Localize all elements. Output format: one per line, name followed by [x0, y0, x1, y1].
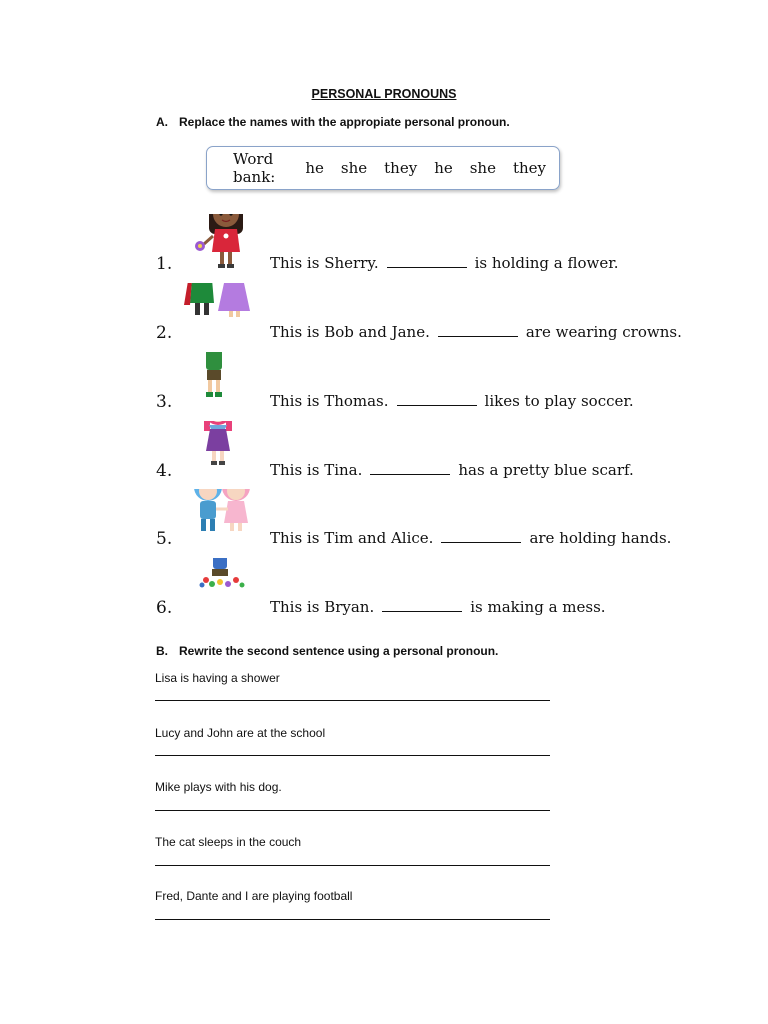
question-sentence: [270, 461, 634, 479]
boy-making-mess-icon: [182, 558, 262, 622]
question-before: This is Bryan.: [270, 598, 375, 616]
section-b-letter: B.: [156, 644, 168, 658]
question-row: [156, 376, 676, 416]
question-number: 2.: [156, 323, 173, 343]
rewrite-sentence: Mike plays with his dog.: [155, 780, 282, 794]
section-b-instruction: [156, 644, 498, 658]
question-before: This is Thomas.: [270, 392, 389, 410]
rewrite-sentence: Fred, Dante and I are playing football: [155, 889, 353, 903]
question-sentence: [270, 254, 619, 272]
question-after: likes to play soccer.: [484, 392, 634, 410]
question-row: [156, 582, 676, 622]
answer-line[interactable]: [155, 919, 550, 920]
question-before: This is Tina.: [270, 461, 363, 479]
question-row: [156, 307, 682, 347]
question-number: 4.: [156, 461, 173, 481]
answer-blank[interactable]: [382, 610, 462, 612]
question-after: are holding hands.: [529, 529, 672, 547]
word-bank: [206, 146, 560, 190]
question-number: 1.: [156, 254, 173, 274]
boy-icon: [182, 352, 262, 416]
rewrite-sentence: Lucy and John are at the school: [155, 726, 326, 740]
question-number: 6.: [156, 598, 173, 618]
word-bank-word: they: [384, 159, 418, 177]
question-row: [156, 445, 676, 485]
couple-holding-hands-icon: [182, 489, 262, 553]
question-row: [156, 238, 676, 278]
rewrite-sentence: Lisa is having a shower: [155, 671, 280, 685]
question-sentence: [270, 392, 634, 410]
section-a-text: Replace the names with the appropiate personal pronoun.: [179, 115, 510, 129]
question-number: 3.: [156, 392, 173, 412]
question-before: This is Sherry.: [270, 254, 379, 272]
answer-blank[interactable]: [438, 335, 518, 337]
answer-blank[interactable]: [387, 266, 467, 268]
question-after: is holding a flower.: [474, 254, 619, 272]
question-row: [156, 513, 676, 553]
question-after: are wearing crowns.: [525, 323, 682, 341]
prince-and-princess-icon: [182, 283, 262, 347]
question-after: is making a mess.: [470, 598, 606, 616]
answer-blank[interactable]: [441, 541, 521, 543]
girl-with-scarf-icon: [182, 421, 262, 485]
word-bank-word: she: [340, 159, 368, 177]
question-before: This is Tim and Alice.: [270, 529, 434, 547]
rewrite-sentence: The cat sleeps in the couch: [155, 835, 302, 849]
answer-line[interactable]: [155, 700, 550, 701]
question-after: has a pretty blue scarf.: [458, 461, 634, 479]
question-sentence: [270, 598, 606, 616]
question-sentence: [270, 323, 682, 341]
word-bank-word: he: [434, 159, 453, 177]
word-bank-word: they: [512, 159, 547, 177]
question-number: 5.: [156, 529, 173, 549]
word-bank-label: Word bank:: [233, 150, 276, 186]
answer-line[interactable]: [155, 810, 550, 811]
section-a-instruction: [156, 115, 510, 129]
question-sentence: [270, 529, 671, 547]
page-title: PERSONAL PRONOUNS: [311, 87, 457, 101]
girl-with-flower-icon: [182, 214, 262, 278]
question-before: This is Bob and Jane.: [270, 323, 430, 341]
answer-line[interactable]: [155, 755, 550, 756]
section-b-text: Rewrite the second sentence using a personal pronoun.: [179, 644, 499, 658]
word-bank-word: he: [305, 159, 324, 177]
answer-blank[interactable]: [370, 473, 450, 475]
section-a-letter: A.: [156, 115, 168, 129]
word-bank-word: she: [469, 159, 496, 177]
answer-blank[interactable]: [397, 404, 477, 406]
answer-line[interactable]: [155, 865, 550, 866]
